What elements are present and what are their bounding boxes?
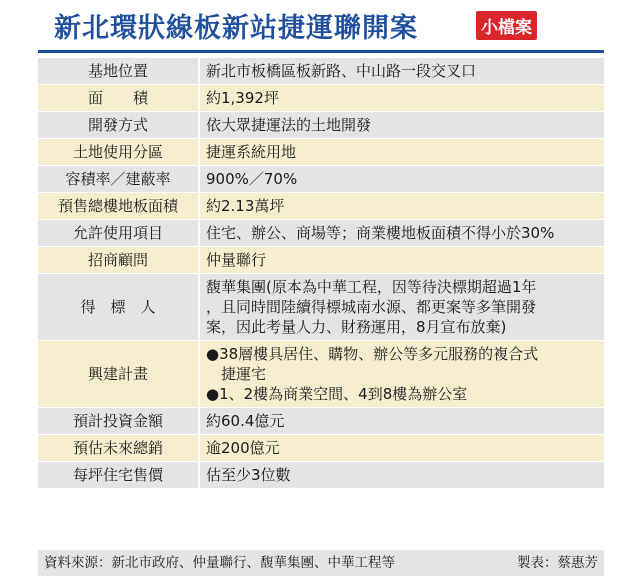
- row-label: 允許使用項目: [38, 220, 199, 247]
- row-value: 逾200億元: [199, 435, 604, 462]
- table-row: [38, 341, 604, 408]
- row-label: 面 積: [38, 85, 199, 112]
- table-row: [38, 58, 604, 85]
- header: [0, 0, 640, 52]
- row-value: 捷運系統用地: [199, 139, 604, 166]
- header-rule: [38, 50, 604, 53]
- row-value: 依大眾捷運法的土地開發: [199, 112, 604, 139]
- row-label: 預估未來總銷: [38, 435, 199, 462]
- row-label: 每坪住宅售價: [38, 462, 199, 489]
- row-value: 約2.13萬坪: [199, 193, 604, 220]
- row-label: 土地使用分區: [38, 139, 199, 166]
- table-row: [38, 193, 604, 220]
- row-label: 預計投資金額: [38, 408, 199, 435]
- source-note: 資料來源：新北市政府、仲量聯行、馥華集團、中華工程等: [44, 555, 395, 571]
- row-label: 招商顧問: [38, 247, 199, 274]
- page-title: 新北環狀線板新站捷運聯開案: [54, 13, 418, 44]
- row-label: 容積率／建蔽率: [38, 166, 199, 193]
- credit-note: 製表：蔡惠芳: [517, 555, 598, 571]
- row-value: 住宅、辦公、商場等；商業樓地板面積不得小於30%: [199, 220, 604, 247]
- row-value: 新北市板橋區板新路、中山路一段交叉口: [199, 58, 604, 85]
- table-row: [38, 220, 604, 247]
- info-table: [38, 58, 604, 489]
- table-row: [38, 112, 604, 139]
- row-value: 仲量聯行: [199, 247, 604, 274]
- table-row: [38, 166, 604, 193]
- table-row: [38, 274, 604, 341]
- table-row: [38, 435, 604, 462]
- table-row: [38, 462, 604, 489]
- row-value: 900%／70%: [199, 166, 604, 193]
- footer: [38, 550, 604, 576]
- table-row: [38, 247, 604, 274]
- row-value: 馥華集團(原本為中華工程，因等待決標期超過1年 ，且同時間陸續得標城南水源、都更案等多筆開發 案，因此考量人力、財務運用，8月宣布放棄): [199, 274, 604, 341]
- row-label: 基地位置: [38, 58, 199, 85]
- row-label: 預售總樓地板面積: [38, 193, 199, 220]
- row-value: ●38層樓具居住、購物、辦公等多元服務的複合式 捷運宅 ●1、2樓為商業空間、4到8樓為辦公室: [199, 341, 604, 408]
- row-label: 開發方式: [38, 112, 199, 139]
- row-value: 約60.4億元: [199, 408, 604, 435]
- row-value: 約1,392坪: [199, 85, 604, 112]
- row-value: 估至少3位數: [199, 462, 604, 489]
- fact-box-badge: 小檔案: [476, 11, 537, 40]
- row-label: 興建計畫: [38, 341, 199, 408]
- row-label: 得 標 人: [38, 274, 199, 341]
- table-row: [38, 139, 604, 166]
- table-row: [38, 85, 604, 112]
- table-row: [38, 408, 604, 435]
